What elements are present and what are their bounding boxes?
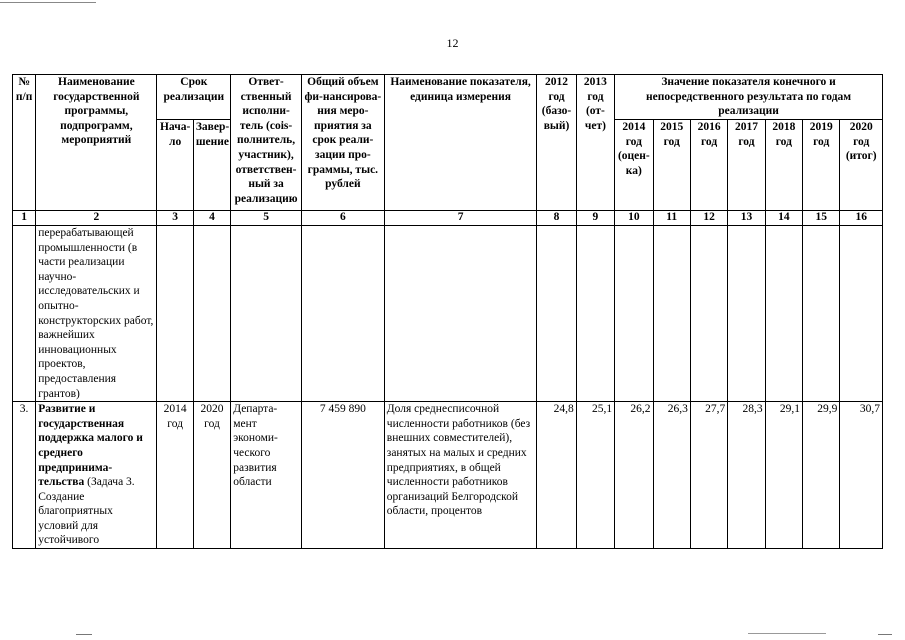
cell-indicator: Доля среднесписочной численности работников (без внешних совместителей), занятых на малых и средних предприятиях, в общей численности работников организаций Белгородской области, процентов xyxy=(384,402,537,549)
cell-program-name: перерабатывающей промышленности (в части реализации научно-исследовательских и опытно-конструкторских работ, важнейших инновационных проектов, предоставления грантов) xyxy=(36,226,157,402)
cell-empty xyxy=(193,226,230,402)
col-num: 10 xyxy=(615,211,653,226)
program-table xyxy=(12,74,883,549)
cell-num: 3. xyxy=(13,402,36,549)
col-num: 5 xyxy=(231,211,302,226)
cell-empty xyxy=(301,226,384,402)
header-funding: Общий объем фи-нансирова-ния меро-приятия за срок реали-зации про-граммы, тыс. рублей xyxy=(301,75,384,211)
col-num: 7 xyxy=(384,211,537,226)
cell-funding: 7 459 890 xyxy=(301,402,384,549)
col-num: 16 xyxy=(840,211,883,226)
cell-value-2020: 30,7 xyxy=(840,402,883,549)
header-2015: 2015 год xyxy=(653,120,690,211)
header-values-title: Значение показателя конечного и непосредственного результата по годам реализации xyxy=(615,75,883,120)
col-num: 15 xyxy=(803,211,840,226)
header-row-1 xyxy=(13,75,883,120)
cell-value-2017: 28,3 xyxy=(728,402,765,549)
cell-executor: Департа-мент экономи-ческого развития области xyxy=(231,402,302,549)
table-row xyxy=(13,402,883,549)
page-number: 12 xyxy=(446,36,459,50)
cell-empty xyxy=(653,226,690,402)
cell-empty xyxy=(576,226,614,402)
header-2013: 2013 год (от-чет) xyxy=(576,75,614,211)
col-num: 13 xyxy=(728,211,765,226)
cell-empty xyxy=(840,226,883,402)
column-number-row xyxy=(13,211,883,226)
header-2016: 2016 год xyxy=(690,120,727,211)
cell-empty xyxy=(537,226,576,402)
cell-empty xyxy=(384,226,537,402)
header-num: № п/п xyxy=(13,75,36,211)
table-row xyxy=(13,226,883,402)
header-2012: 2012 год (базо-вый) xyxy=(537,75,576,211)
col-num: 9 xyxy=(576,211,614,226)
col-num: 8 xyxy=(537,211,576,226)
cell-empty xyxy=(615,226,653,402)
header-2018: 2018 год xyxy=(765,120,802,211)
header-term: Срок реализации xyxy=(157,75,231,120)
header-2014: 2014 год (оцен-ка) xyxy=(615,120,653,211)
cell-empty xyxy=(765,226,802,402)
header-program-name: Наименование государственной программы, подпрограмм, мероприятий xyxy=(36,75,157,211)
cell-value-2013: 25,1 xyxy=(576,402,614,549)
col-num: 6 xyxy=(301,211,384,226)
col-num: 4 xyxy=(193,211,230,226)
program-name-bold: Развитие и государственная поддержка малого и среднего предпринима-тельства xyxy=(38,403,143,489)
header-2017: 2017 год xyxy=(728,120,765,211)
cell-empty xyxy=(803,226,840,402)
program-name-rest: (Задача 3. Создание благоприятных условий для устойчивого xyxy=(38,476,135,547)
col-num: 12 xyxy=(690,211,727,226)
cell-empty xyxy=(157,226,193,402)
col-num: 2 xyxy=(36,211,157,226)
top-rule xyxy=(0,2,96,3)
col-num: 14 xyxy=(765,211,802,226)
cell-value-2016: 27,7 xyxy=(690,402,727,549)
header-start: Нача-ло xyxy=(157,120,193,211)
cell-value-2019: 29,9 xyxy=(803,402,840,549)
header-2020: 2020 год (итог) xyxy=(840,120,883,211)
col-num: 1 xyxy=(13,211,36,226)
header-end: Завер-шение xyxy=(193,120,230,211)
cell-empty xyxy=(690,226,727,402)
col-num: 11 xyxy=(653,211,690,226)
cell-value-2015: 26,3 xyxy=(653,402,690,549)
cell-value-2012: 24,8 xyxy=(537,402,576,549)
footer-mark xyxy=(748,633,826,634)
header-executor: Ответ-ственный исполни-тель (сois-полнитель, участник), ответствен-ный за реализацию xyxy=(231,75,302,211)
cell-end: 2020 год xyxy=(193,402,230,549)
col-num: 3 xyxy=(157,211,193,226)
header-indicator: Наименование показателя, единица измерения xyxy=(384,75,537,211)
cell-empty xyxy=(728,226,765,402)
cell-program-name xyxy=(36,402,157,549)
cell-value-2014: 26,2 xyxy=(615,402,653,549)
header-2019: 2019 год xyxy=(803,120,840,211)
footer-mark xyxy=(76,634,92,635)
cell-empty xyxy=(231,226,302,402)
cell-start: 2014 год xyxy=(157,402,193,549)
footer-mark xyxy=(878,634,892,635)
cell-empty xyxy=(13,226,36,402)
cell-value-2018: 29,1 xyxy=(765,402,802,549)
